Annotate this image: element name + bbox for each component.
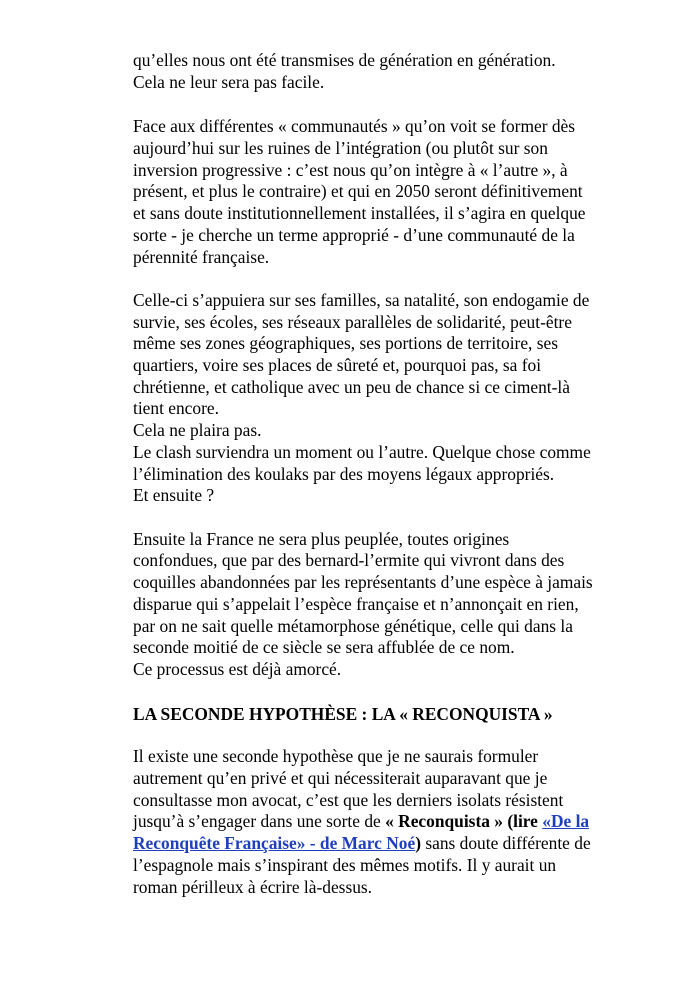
final-paragraph-line-4-text: jusqu’à s’engager dans une sorte de [133, 811, 386, 831]
paragraph-4-line-2: confondues, que par des bernard-l’ermite qui vivront dans des [133, 550, 565, 570]
link-closing-paren: ) [415, 833, 421, 853]
paragraph-4-line-4: disparue qui s’appelait l’espèce française et n’annonçait en rien, [133, 594, 579, 614]
paragraph-2-line-5: et sans doute institutionnellement installées, il s’agira en quelque [133, 203, 586, 223]
paragraph-3-line-10: Et ensuite ? [133, 485, 215, 505]
paragraph-3-line-6: tient encore. [133, 398, 219, 418]
paragraph-3-line-8: Le clash surviendra un moment ou l’autre. Quelque chose comme [133, 442, 591, 462]
paragraph-1-line-2: Cela ne leur sera pas facile. [133, 72, 325, 92]
final-paragraph-line-2: autrement qu’en privé et qui nécessiterait auparavant que je [133, 768, 548, 788]
paragraph-3-line-2: survie, ses écoles, ses réseaux parallèles de solidarité, peut-être [133, 312, 572, 332]
final-paragraph-line-3: consultasse mon avocat, c’est que les derniers isolats résistent [133, 790, 564, 810]
final-paragraph-line-7: roman périlleux à écrire là-dessus. [133, 877, 373, 897]
paragraph-4-line-6: seconde moitié de ce siècle se sera affublée de ce nom. [133, 637, 515, 657]
reconquete-link-part-2[interactable]: Reconquête Française» - de Marc Noé [133, 833, 416, 853]
paragraph-3-line-1: Celle-ci s’appuiera sur ses familles, sa natalité, son endogamie de [133, 290, 590, 310]
final-paragraph-line-5 [133, 833, 591, 855]
paragraph-3-line-3: même ses zones géographiques, ses portions de territoire, ses [133, 333, 558, 353]
paragraph-3-line-9: l’élimination des koulaks par des moyens légaux appropriés. [133, 464, 555, 484]
final-paragraph-line-6: l’espagnole mais s’inspirant des mêmes motifs. Il y aurait un [133, 855, 557, 875]
final-paragraph-line-4 [133, 811, 589, 833]
paragraph-1-line-1: qu’elles nous ont été transmises de génération en génération. [133, 50, 556, 70]
paragraph-2-line-6: sorte - je cherche un terme approprié - d’une communauté de la [133, 225, 575, 245]
reconquete-link-part-1[interactable]: «De la [542, 811, 590, 831]
paragraph-4-line-3: coquilles abandonnées par les représentants d’une espèce à jamais [133, 572, 593, 592]
final-paragraph-line-5-text: sans doute différente de [421, 833, 591, 853]
paragraph-3-line-7: Cela ne plaira pas. [133, 420, 262, 440]
paragraph-2-line-2: aujourd’hui sur les ruines de l’intégration (ou plutôt sur son [133, 138, 548, 158]
paragraph-2-line-7: pérennité française. [133, 247, 270, 267]
paragraph-4-line-7: Ce processus est déjà amorcé. [133, 659, 342, 679]
paragraph-2-line-1: Face aux différentes « communautés » qu’on voit se former dès [133, 116, 576, 136]
section-heading: LA SECONDE HYPOTHÈSE : LA « RECONQUISTA » [133, 704, 553, 724]
paragraph-2-line-3: inversion progressive : c’est nous qu’on intègre à « l’autre », à [133, 160, 568, 180]
paragraph-3-line-4: quartiers, voire ses places de sûreté et, pourquoi pas, sa foi [133, 355, 542, 375]
paragraph-4-line-1: Ensuite la France ne sera plus peuplée, toutes origines [133, 529, 510, 549]
reconquista-bold-text: « Reconquista » (lire [385, 811, 543, 831]
paragraph-2-line-4: présent, et plus le contraire) et qui en 2050 seront définitivement [133, 181, 583, 201]
paragraph-3-line-5: chrétienne, et catholique avec un peu de chance si ce ciment-là [133, 377, 570, 397]
paragraph-4-line-5: par on ne sait quelle métamorphose génétique, celle qui dans la [133, 616, 573, 636]
final-paragraph-line-1: Il existe une seconde hypothèse que je ne saurais formuler [133, 746, 539, 766]
